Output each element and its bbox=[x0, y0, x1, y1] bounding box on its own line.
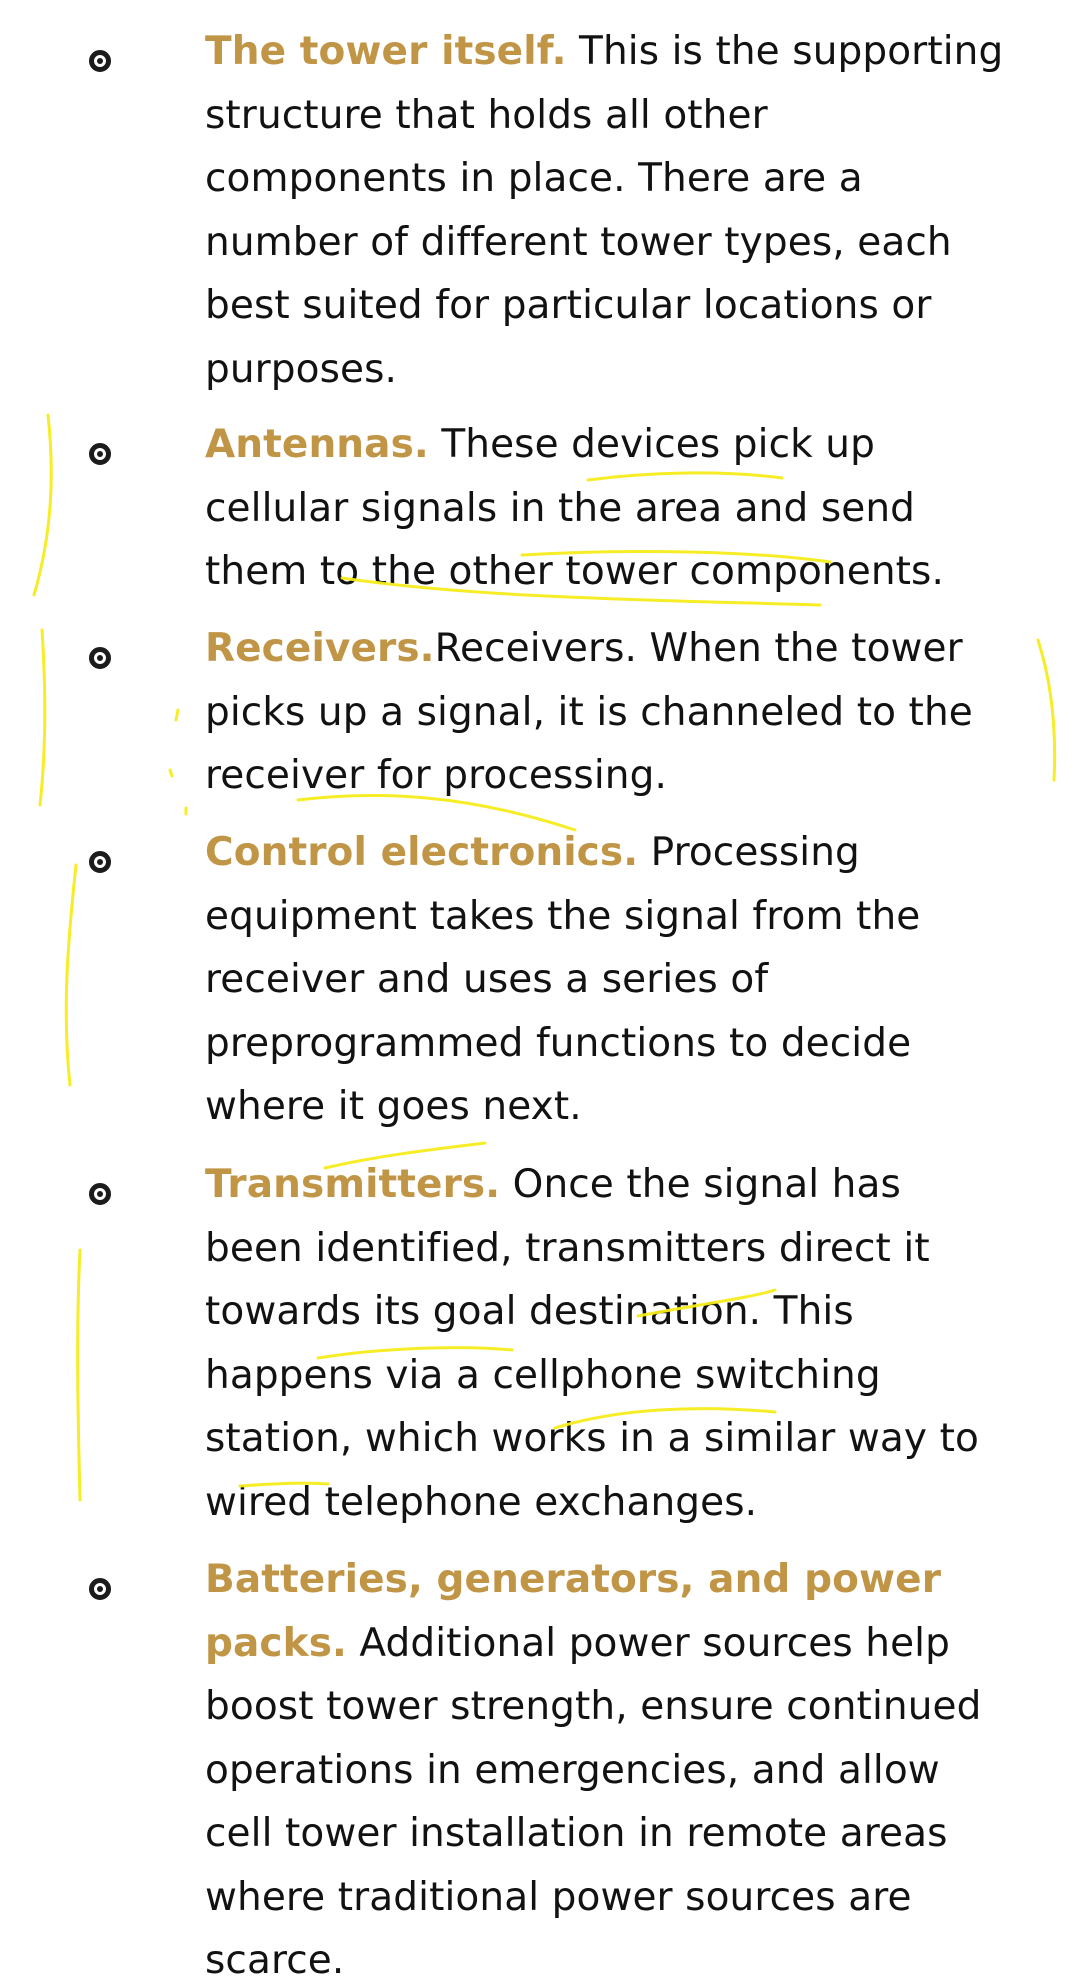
list-item bbox=[205, 20, 1005, 401]
list-item bbox=[205, 821, 1005, 1139]
margin-mark bbox=[170, 770, 172, 776]
item-term: Control electronics. bbox=[205, 830, 639, 875]
bullet-icon bbox=[89, 1183, 111, 1205]
bullet-icon bbox=[89, 1578, 111, 1600]
margin-mark bbox=[40, 630, 45, 805]
bullet-icon bbox=[89, 851, 111, 873]
margin-mark bbox=[78, 1250, 80, 1500]
bullet-icon bbox=[89, 443, 111, 465]
item-term: Transmitters. bbox=[205, 1162, 501, 1207]
item-text: These devices pick up cellular signals in the area and send them to the other tower components. bbox=[205, 422, 944, 594]
item-term: The tower itself. bbox=[205, 29, 567, 74]
item-term: Batteries, generators, and power packs. bbox=[205, 1557, 942, 1666]
margin-mark bbox=[34, 415, 51, 595]
item-text: This is the supporting structure that holds all other components in place. There are a number of different tower types, each best suited for particular locations or purposes. bbox=[205, 29, 1004, 392]
item-text: Receivers. When the tower picks up a signal, it is channeled to the receiver for processing. bbox=[205, 626, 973, 798]
bullet-icon bbox=[89, 647, 111, 669]
list-item bbox=[205, 413, 1005, 604]
item-term: Receivers. bbox=[205, 626, 435, 671]
item-text: Processing equipment takes the signal from the receiver and uses a series of preprogrammed functions to decide where it goes next. bbox=[205, 830, 921, 1129]
bullet-icon bbox=[89, 50, 111, 72]
list-item bbox=[205, 1548, 1005, 1980]
item-text: Once the signal has been identified, transmitters direct it towards its goal destination. This happens via a cellphone switching station, which works in a similar way to wired telephone exchanges. bbox=[205, 1162, 979, 1525]
margin-mark bbox=[176, 710, 178, 720]
margin-mark bbox=[1038, 640, 1055, 780]
item-text: Additional power sources help boost tower strength, ensure continued operations in emergencies, and allow cell tower installation in remote areas where traditional power sources are scarce. bbox=[205, 1620, 982, 1980]
margin-mark bbox=[66, 865, 76, 1085]
item-term: Antennas. bbox=[205, 422, 429, 467]
list-item bbox=[205, 617, 1005, 808]
list-item bbox=[205, 1153, 1005, 1534]
